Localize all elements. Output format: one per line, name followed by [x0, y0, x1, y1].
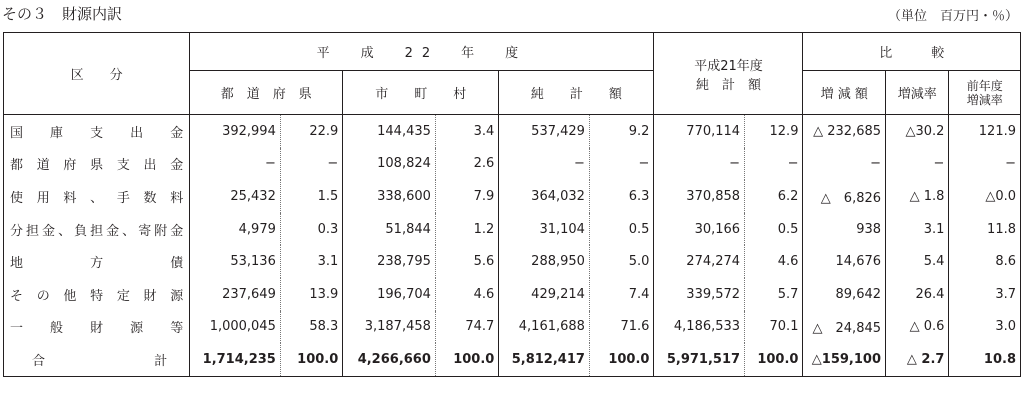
cell-muni: 51,844 — [343, 213, 436, 246]
cell-diff: 938 — [803, 213, 886, 246]
cell-net-pct: 9.2 — [589, 115, 654, 148]
cell-pref-pct: 22.9 — [280, 115, 342, 148]
row-label: 使用料、手数料 — [4, 180, 190, 213]
cell-muni-pct: 7.9 — [435, 180, 498, 213]
cell-pref-pct: − — [280, 148, 342, 181]
financial-source-table — [3, 32, 1021, 377]
cell-diff-rate: 3.1 — [886, 213, 949, 246]
cell-prev-diff-rate: 11.8 — [949, 213, 1021, 246]
cell-net: 288,950 — [499, 245, 590, 278]
cell-prev: − — [654, 148, 745, 181]
cell-muni: 338,600 — [343, 180, 436, 213]
cell-pref-pct: 58.3 — [280, 311, 342, 344]
table-row — [4, 245, 1021, 278]
cell-prev: 370,858 — [654, 180, 745, 213]
cell-net: 31,104 — [499, 213, 590, 246]
cell-pref: 4,979 — [190, 213, 281, 246]
cell-muni: 3,187,458 — [343, 311, 436, 344]
table-row — [4, 148, 1021, 181]
header-change-amount: 増 減 額 — [803, 71, 886, 115]
cell-net-pct: 6.3 — [589, 180, 654, 213]
cell-prev-diff-rate: 121.9 — [949, 115, 1021, 148]
header-fy21-line1: 平成21年度 — [694, 58, 763, 74]
cell-prev: 770,114 — [654, 115, 745, 148]
cell-net-pct: − — [589, 148, 654, 181]
cell-pref-pct: 100.0 — [280, 343, 342, 376]
cell-diff: 89,642 — [803, 278, 886, 311]
cell-prev-diff-rate: 10.8 — [949, 343, 1021, 376]
cell-pref: 392,994 — [190, 115, 281, 148]
cell-pref-pct: 3.1 — [280, 245, 342, 278]
cell-diff: − — [803, 148, 886, 181]
header-fy21-line2: 純 計 額 — [695, 77, 761, 93]
table-row — [4, 343, 1021, 376]
row-label: 地方債 — [4, 245, 190, 278]
row-label: 国庫支出金 — [4, 115, 190, 148]
cell-net: 5,812,417 — [499, 343, 590, 376]
cell-prev: 30,166 — [654, 213, 745, 246]
cell-prev-pct: 0.5 — [745, 213, 803, 246]
cell-pref: 53,136 — [190, 245, 281, 278]
cell-prev-pct: − — [745, 148, 803, 181]
cell-prev-pct: 5.7 — [745, 278, 803, 311]
row-label: その他特定財源 — [4, 278, 190, 311]
cell-diff: △ 6,826 — [803, 180, 886, 213]
header-category: 区 分 — [4, 33, 190, 115]
cell-prev-diff-rate: 8.6 — [949, 245, 1021, 278]
cell-net: 537,429 — [499, 115, 590, 148]
cell-prev-pct: 6.2 — [745, 180, 803, 213]
cell-prev-diff-rate: △0.0 — [949, 180, 1021, 213]
cell-prev-pct: 12.9 — [745, 115, 803, 148]
cell-net: 364,032 — [499, 180, 590, 213]
cell-muni-pct: 100.0 — [435, 343, 498, 376]
header-change-rate: 増減率 — [886, 71, 949, 115]
cell-prev: 274,274 — [654, 245, 745, 278]
cell-pref-pct: 0.3 — [280, 213, 342, 246]
cell-diff-rate: △ 1.8 — [886, 180, 949, 213]
cell-muni: 144,435 — [343, 115, 436, 148]
cell-net: 4,161,688 — [499, 311, 590, 344]
header-prev-rate-line2: 増減率 — [966, 92, 1003, 107]
header-prefecture: 都 道 府 県 — [190, 71, 343, 115]
cell-diff: △ 232,685 — [803, 115, 886, 148]
cell-prev-diff-rate: − — [949, 148, 1021, 181]
cell-muni: 238,795 — [343, 245, 436, 278]
table-row — [4, 115, 1021, 148]
cell-prev-pct: 70.1 — [745, 311, 803, 344]
cell-prev-pct: 100.0 — [745, 343, 803, 376]
row-label: 都道府県支出金 — [4, 148, 190, 181]
table-row — [4, 311, 1021, 344]
cell-diff-rate: 5.4 — [886, 245, 949, 278]
cell-net-pct: 100.0 — [589, 343, 654, 376]
cell-muni-pct: 1.2 — [435, 213, 498, 246]
cell-muni: 108,824 — [343, 148, 436, 181]
cell-diff: 14,676 — [803, 245, 886, 278]
cell-net-pct: 7.4 — [589, 278, 654, 311]
cell-prev: 339,572 — [654, 278, 745, 311]
cell-muni-pct: 4.6 — [435, 278, 498, 311]
cell-pref: 1,000,045 — [190, 311, 281, 344]
unit-note: （単位 百万円・％） — [887, 9, 1018, 24]
cell-pref: − — [190, 148, 281, 181]
cell-diff-rate: 26.4 — [886, 278, 949, 311]
cell-pref: 25,432 — [190, 180, 281, 213]
cell-muni: 196,704 — [343, 278, 436, 311]
cell-prev-pct: 4.6 — [745, 245, 803, 278]
cell-diff-rate: △ 0.6 — [886, 311, 949, 344]
cell-muni-pct: 74.7 — [435, 311, 498, 344]
cell-net-pct: 5.0 — [589, 245, 654, 278]
cell-diff: △159,100 — [803, 343, 886, 376]
cell-pref-pct: 13.9 — [280, 278, 342, 311]
cell-prev-diff-rate: 3.7 — [949, 278, 1021, 311]
row-label: 一般財源等 — [4, 311, 190, 344]
table-row — [4, 180, 1021, 213]
table-title: その３ 財源内訳 — [2, 5, 123, 23]
cell-diff: △ 24,845 — [803, 311, 886, 344]
cell-net: − — [499, 148, 590, 181]
cell-net-pct: 0.5 — [589, 213, 654, 246]
cell-pref-pct: 1.5 — [280, 180, 342, 213]
cell-diff-rate: − — [886, 148, 949, 181]
row-label: 分担金、負担金、寄附金 — [4, 213, 190, 246]
cell-diff-rate: △ 2.7 — [886, 343, 949, 376]
table-row — [4, 278, 1021, 311]
header-net-total: 純 計 額 — [499, 71, 654, 115]
header-prev-change-rate — [949, 71, 1021, 115]
cell-muni-pct: 5.6 — [435, 245, 498, 278]
cell-muni-pct: 3.4 — [435, 115, 498, 148]
cell-muni: 4,266,660 — [343, 343, 436, 376]
cell-prev: 5,971,517 — [654, 343, 745, 376]
row-label: 合計 — [4, 343, 190, 376]
cell-prev: 4,186,533 — [654, 311, 745, 344]
cell-prev-diff-rate: 3.0 — [949, 311, 1021, 344]
cell-pref: 237,649 — [190, 278, 281, 311]
cell-diff-rate: △30.2 — [886, 115, 949, 148]
header-comparison: 比 較 — [803, 33, 1021, 71]
cell-net-pct: 71.6 — [589, 311, 654, 344]
cell-net: 429,214 — [499, 278, 590, 311]
header-fy22: 平 成 22 年 度 — [190, 33, 654, 71]
cell-muni-pct: 2.6 — [435, 148, 498, 181]
cell-pref: 1,714,235 — [190, 343, 281, 376]
header-fy21-net-total — [654, 33, 803, 115]
header-municipality: 市 町 村 — [343, 71, 499, 115]
header-prev-rate-line1: 前年度 — [966, 78, 1003, 93]
table-row — [4, 213, 1021, 246]
